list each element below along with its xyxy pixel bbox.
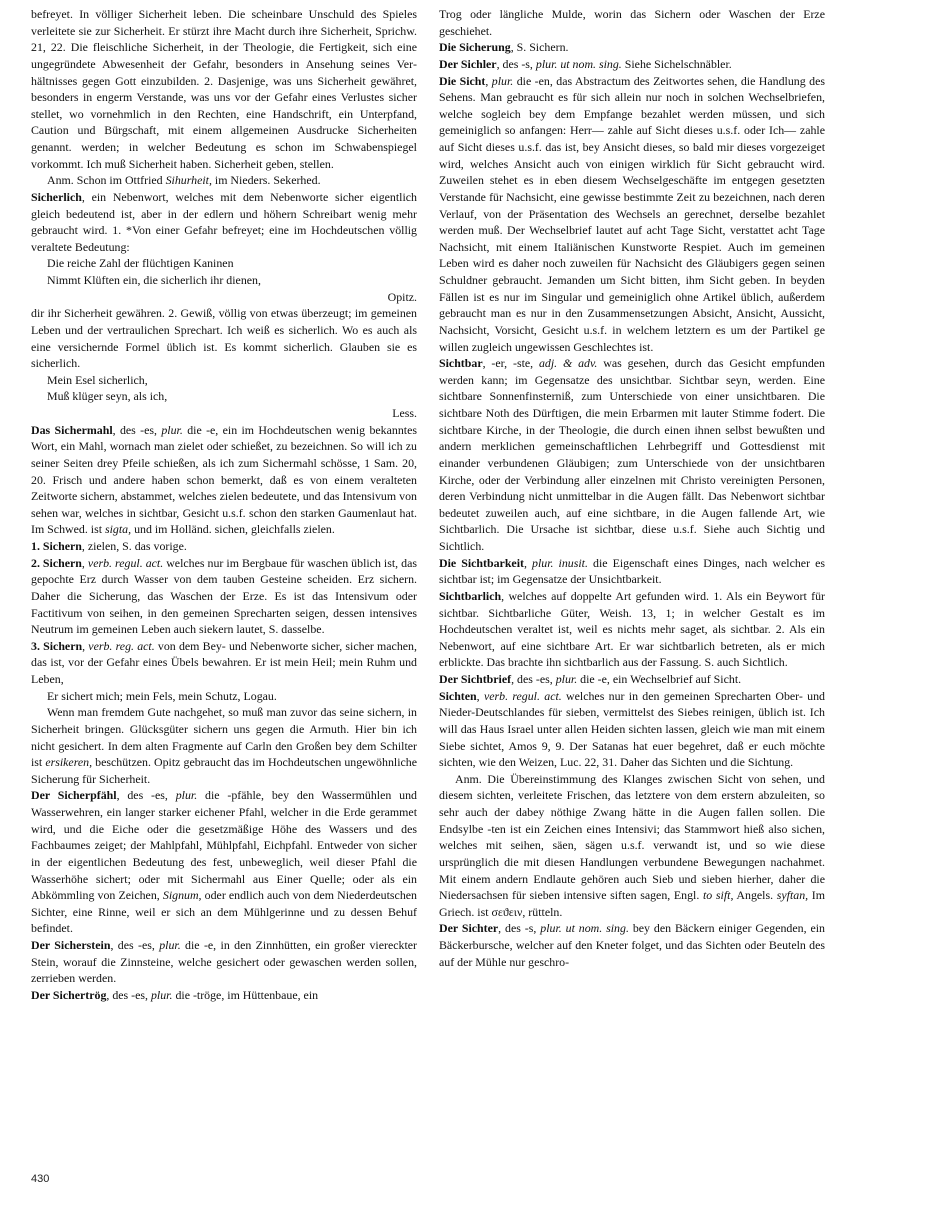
entry-sichtbarkeit: Die Sichtbarkeit, plur. inusit. die Eigenschaft eines Dinges, nach welcher es sichtbar ist; im Gegensatze der Unsichtbarkeit. <box>439 555 825 587</box>
headword: Das Sichermahl <box>31 422 113 437</box>
headword: Sichtbar <box>439 356 483 371</box>
headword: Der Sichler <box>439 56 497 71</box>
entry-sicht: Die Sicht, plur. die -en, das Abstractum des Zeitwortes sehen, die Handlung des Sehens. Man gebraucht es für sich allein nur noch in solchen Wechselbriefen, welche sogleich bey dem Empfange bezahlet werden müssen, und sich gemeiniglich so anfangen: Herr— zahle auf Sicht dieses u.s.f. oder Ich— zahle auf Sicht dieses u.s.f. das ist, bey Ansicht dieses, so bald mir dieses vorgezeiget wird, welches Ansicht auch von einigen wirklich für Sicht gebraucht wird. Zuweilen stehet es in eben diesem Wechselgeschäfte im entgegen gesetzten Verstande für Nachsicht, eine gewisse bestimmte Zeit zu bezeichnen, nach deren Verlauf, von der Präsentation des Wechsels an gerechnet, derselbe bezahlet werden muß. Der Wechselbrief lautet auf acht Tage Sicht, verstattet acht Tage Nachsicht, mit einem Italiänischen Kunstworte Respiet. Auch im gemeinen Leben wird es daher noch zuweilen für Nachsicht des Gläubigers gegen seinen Schuldner gebraucht. Jemanden um Sicht bitten, ihm Sicht geben. In beyden Fällen ist es nur im Singular und gemeiniglich ohne Artikel üblich, außerdem gebraucht man es nur in den Zusammensetzungen Absicht, Ansicht, Aussicht, Nachsicht, Vorsicht, Gesicht u.s.f. in welchem letztern es um der Partikel ge willen zugleich ungewissen Geschlechtes ist. <box>439 73 825 354</box>
entry-sichern-2: 2. Sichern, verb. regul. act. welches nur im Bergbaue für waschen üblich ist, das gepochte Erz durch Wasser von dem tauben Gesteine scheiden. Erz sichern. Daher die Sicherung, das Waschen der Erze. Es ist das Intensivum oder Factitivum von seihen, in den gemeinen Sprecharten seigen, dessen intensives Neutrum im gemeinen Leben auch siekern lautet, S. dasselbe. <box>31 555 417 637</box>
entry-sichler: Der Sichler, des -s, plur. ut nom. sing. Siehe Sichelschnäbler. <box>439 56 732 71</box>
entry-sichten: Sichten, verb. regul. act. welches nur in den gemeinen Sprecharten Ober- und Nieder-Deutschlandes für sieben, vermittelst des Siebes reinigen, üblich ist. Ich will das Haus Israel unter allen Heiden sichten lassen, gleich wie man mit einem Siebe sichtet, Amos 9, 9. Der Satanas hat euer begehret, daß er euch möchte sichten, wie den Weizen, Luc. 22, 31. Daher das Sichten und die Sichtung. <box>439 688 825 770</box>
headword: Sicherlich <box>31 189 82 204</box>
entry-continuation: Wenn man fremdem Gute nachgehet, so muß man zuvor das seine sichern, in Sicherheit bringen. Glücksgüter sichern uns gegen die Armuth. Hier bin ich nicht gesichert. In dem alten Fragmente auf Carln den Großen bey dem Schilter ist ersikeren, beschützen. Opitz gebraucht das im Hochdeutschen ungewöhnliche Sicherung für Sicherheit. <box>31 705 417 786</box>
verse-line: Mein Esel sicherlich, <box>47 372 148 387</box>
entry-sicherung: Die Sicherung, S. Sichern. <box>439 40 569 55</box>
headword: Der Sichertrög <box>31 987 107 1002</box>
headword: Die Sicherung <box>439 40 511 55</box>
headword: Die Sichtbarkeit <box>439 555 524 570</box>
entry-sichtbar: Sichtbar, -er, -ste, adj. & adv. was gesehen, durch das Gesicht empfunden werden kann; im Gegensatze des unsichtbar. Sichtbar seyn, werden. Eine sichtbare Sonnenfinsterniß, zum Unterschiede von einer unsichtbaren. Die sichtbare Noth des Dürftigen, die mein Erbarmen mit lauter Stimme fodert. Die sichtbare Kirche, in der Theologie, die durch einen ihnen selbst bewußten und andern merklichen gemeinschaftlichen Lehrbegriff und Gottesdienst mit einander verbundenen Gläubigen; zum Unterschiede von der unsichtbaren Kirche, oder der Verbindung aller einzelnen mit Christo vereinigten Personen, deren Verbindung nicht unmittelbar in die Augen fällt. Das Nebenwort sichtbar bedeutet zuweilen auch, auf eine sichtbare, in die Augen fallende Art, wie Sichtbarlich. Die Ursache ist sichtbar, diese u.s.f. Siehe auch Sichtig und Sichtlich. <box>439 356 825 553</box>
verse-line: Die reiche Zahl der flüchtigen Kaninen <box>47 256 234 271</box>
entry-sicherstein: Der Sicherstein, des -es, plur. die -e, in den Zinnhütten, ein großer viereckter Stein, worauf die Zinnsteine, welche gesichert oder gewaschen werden sollen, zerrieben werden. <box>31 938 417 986</box>
headword: Der Sichtbrief <box>439 672 512 686</box>
entry-sichermahl: Das Sichermahl, des -es, plur. die -e, ein im Hochdeutschen wenig bekanntes Wort, ein Mahl, wornach man zielet oder schießet, zu bezeichnen. So will ich zu seiner Seiten drey Pfeile schießen, als ich zum Sichermahl schösse, 1 Sam. 20, 20. Frisch und andere haben schon bemerkt, daß es von einem veralteten Zeitworte sichern, abstammet, welches zielen bedeutete, und das Intensivum von sehen war, welches in sichtbar, Gesicht u.s.f. schon den starken Gaumenlaut hat. Im Schwed. ist sigta, und im Holländ. sichen, gleichfalls zielen. <box>31 422 417 537</box>
annotation: Anm. Schon im Ottfried Sihurheit, im Nieders. Sekerhed. <box>47 173 321 188</box>
entry-sicherpfahl: Der Sicherpfähl, des -es, plur. die -pfähle, bey den Wassermühlen und Wasserwehren, ein langer starker eichener Pfahl, welcher in die Erde gerammet wird, und die Eiche oder die gesetzmäßige Höhe des Wassers und des Fachbaumes zeiget; der Mahlpfahl, Mühlpfahl, Eichpfahl. Entweder von sicher in der eigentlichen Bedeutung des fest, unbeweglich, weil dieser Pfahl die Wasserhöhe sichert; oder mit Sichermahl aus Einer Quelle; oder als ein Abkömmling von Zeichen, Signum, oder endlich auch von dem Niederdeutschen Sichter, eine Rinne, weil er sich an dem Mühlgerinne und zu dessen Behuf befindet. <box>31 788 417 936</box>
entry-sichern-1: 1. Sichern, zielen, S. das vorige. <box>31 539 187 553</box>
headword: 1. Sichern <box>31 539 82 553</box>
left-column <box>31 6 417 1004</box>
headword: Sichtbarlich <box>439 588 502 603</box>
entry-sichern-3: 3. Sichern, verb. reg. act. von dem Bey- und Nebenworte sicher, sicher machen, das ist, vor der Gefahr eines Übels bewahren. Er ist mein Heil; mein Ruhm und Leben, <box>31 638 417 686</box>
page-number: 430 <box>31 1173 50 1185</box>
entry-sichter: Der Sichter, des -s, plur. ut nom. sing. bey den Bäckern einiger Gegenden, ein Bäckerbursche, welcher auf den Kneter folget, und das Sichten oder Beuteln des auf der Mühle nur geschro- <box>439 921 825 969</box>
headword: Die Sicht <box>439 73 486 88</box>
annotation: Anm. Die Übereinstimmung des Klanges zwischen Sicht von sehen, und diesem sichten, verleitete Frischen, das letztere von dem erstern abzuleiten, so sehr auch der dabey nöthige Zwang hätte in die Augen fallen sollen. Die Endsylbe -ten ist ein Zeichen eines Intensivi; das Stammwort hieß also sichen, welches mit seihen, säen, sägen u.s.f. verwandt ist, und so wie diese ursprünglich die mit diesen Handlungen verbundene Bewegungen nachahmet. Mit einem andern Endlaute gehören auch Sieb und sieben hierher, daher die Niedersachsen für sieben intensive siften sagen, Engl. to sift, Angels. syftan, Im Griech. ist σεϑειν, rütteln. <box>439 771 826 919</box>
entry-sichtbarlich: Sichtbarlich, welches auf doppelte Art gefunden wird. 1. Als ein Beywort für sichtbar. Sichtbarliche Güter, Weish. 13, 1; in welcher Gestalt es im Hochdeutschen veraltet ist, weil es nichts mehr saget, als sichtbar. 2. Als ein Nebenwort, auf eine sichtbare Art. Er war sichtbarlich betreten, als er mich erblickte. Das brachte ihn sichtbarlich aus der Fassung. S. auch Sichtlich. <box>439 588 825 670</box>
entry-sichertrog: Der Sichertrög, des -es, plur. die -tröge, im Hüttenbaue, ein <box>31 987 319 1002</box>
entry-continuation: befreyet. In völliger Sicherheit leben. Die scheinbare Unschuld des Spieles verleitete sie zur Sicherheit. Er stürzt ihre Macht durch ihre Sicherheit, Sprichw. 21, 22. Die fleischliche Sicherheit, in der Theologie, die Fertigkeit, sich eine ungegründete Abwesenheit der Gefahr, besonders in Ansehung seines Verhältnisses gegen Gott einzubilden. 2. Dasjenige, was uns Sicherheit gewähret, besonders in engerm Verstande, was uns vor der Gefahr eines Verlustes sicher stellet, wo vornehmlich in den Rechten, eine Handschrift, ein Unterpfand, Caution und Bürgschaft, mit einem allgemeinen Ausdrucke Sicherheiten genannt. werden; in welcher Bedeutung es schon im Schwabenspiegel vorkommt. Ich muß Sicherheit haben. Sicherheit geben, stellen. <box>31 7 417 171</box>
right-column <box>439 6 825 970</box>
headword: Der Sicherpfähl <box>31 788 117 803</box>
entry-sichtbrief: Der Sichtbrief, des -es, plur. die -e, ein Wechselbrief auf Sicht. <box>439 672 742 686</box>
entry-continuation: Trog oder längliche Mulde, worin das Sichern oder Waschen der Erze geschiehet. <box>439 7 825 38</box>
verse-line: Muß klüger seyn, als ich, <box>47 389 168 404</box>
headword: 3. Sichern <box>31 638 83 653</box>
entry-sicherlich: Sicherlich, ein Nebenwort, welches mit dem Nebenworte sicher eigentlich gleich bedeutend ist, aber in der edlern und höhern Schreibart wenig mehr gebraucht wird. 1. *Von einer Gefahr befreyet; eine im Hochdeutschen völlig veraltete Bedeutung: <box>31 189 417 254</box>
verse-line: Nimmt Klüften ein, die sicherlich ihr dienen, <box>47 273 261 287</box>
verse-line: Er sichert mich; mein Fels, mein Schutz, Logau. <box>47 688 277 703</box>
entry-continuation: dir ihr Sicherheit gewähren. 2. Gewiß, völlig von etwas überzeugt; im gemeinen Leben und der vertraulichen Sprechart. Ich weiß es sicherlich. Wo es auch als eine versichernde Formel üblich ist. Es kommt sicherlich. Glauben sie es sicherlich. <box>31 306 417 371</box>
headword: 2. Sichern <box>31 555 82 570</box>
headword: Der Sicherstein <box>31 938 111 952</box>
headword: Der Sichter <box>439 921 499 936</box>
headword: Sichten <box>439 688 477 703</box>
verse-source: Less. <box>392 406 417 420</box>
verse-source: Opitz. <box>387 289 417 304</box>
